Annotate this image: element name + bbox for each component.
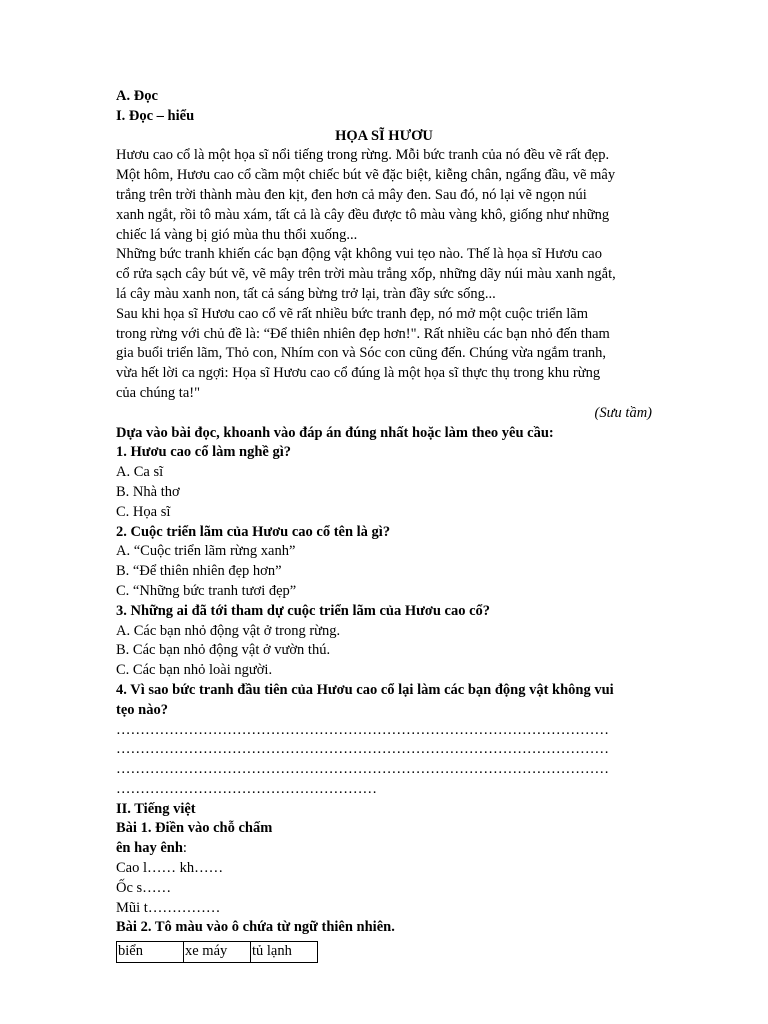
story-source: (Sưu tầm) xyxy=(594,404,652,421)
q1-option-b[interactable]: B. Nhà thơ xyxy=(116,483,180,500)
bai1-sub-label: ên hay ênh xyxy=(116,840,183,857)
q2-option-b[interactable]: B. “Để thiên nhiên đẹp hơn” xyxy=(116,563,282,580)
q3-option-c[interactable]: C. Các bạn nhỏ loài người. xyxy=(116,662,273,679)
story-line: Sau khi họa sĩ Hươu cao cổ vẽ rất nhiều bức tranh đẹp, nó mở một cuộc triển lãm xyxy=(116,305,588,322)
question-4-continued: tẹo nào? xyxy=(116,701,168,718)
section-ii-heading: II. Tiếng việt xyxy=(116,800,196,817)
fill-line-3[interactable]: Mũi t…………… xyxy=(116,899,221,916)
bai1-subtitle xyxy=(116,839,652,859)
word-cell[interactable]: biển xyxy=(117,942,184,963)
q3-option-b[interactable]: B. Các bạn nhỏ động vật ở vườn thú. xyxy=(116,642,331,659)
question-3: 3. Những ai đã tới tham dự cuộc triển lãm của Hươu cao cổ? xyxy=(116,602,491,619)
story-line: Hươu cao cổ là một họa sĩ nổi tiếng trong rừng. Mỗi bức tranh của nó đều vẽ rất đẹp. xyxy=(116,147,610,164)
word-cell[interactable]: xe máy xyxy=(184,942,251,963)
story-line: gia buổi triển lãm, Thỏ con, Nhím con và Sóc con cũng đến. Chúng vừa ngắm tranh, xyxy=(116,345,607,362)
story-paragraph-1 xyxy=(116,146,652,245)
story-line: chiếc lá vàng bị gió mùa thu thổi xuống... xyxy=(116,226,358,243)
story-line: Những bức tranh khiến các bạn động vật không vui tẹo nào. Thế là họa sĩ Hươu cao xyxy=(116,246,602,263)
story-line: của chúng ta!" xyxy=(116,384,201,401)
question-2: 2. Cuộc triển lãm của Hươu cao cổ tên là gì? xyxy=(116,523,391,540)
story-title: HỌA SĨ HƯƠU xyxy=(335,127,433,144)
story-line: lá cây màu xanh non, tất cả sáng bừng trở lại, tràn đầy sức sống... xyxy=(116,285,496,302)
q1-option-c[interactable]: C. Họa sĩ xyxy=(116,503,171,520)
story-line: xanh ngắt, rồi tô màu xám, tất cả là cây đều được tô màu vàng khô, giống như những xyxy=(116,206,610,223)
answer-line[interactable]: ………………………………………………………………………………………… xyxy=(116,741,609,758)
fill-line-2[interactable]: Ốc s…… xyxy=(116,879,172,896)
answer-line[interactable]: ………………………………………………………………………………………… xyxy=(116,721,609,738)
story-line: Một hôm, Hươu cao cổ cầm một chiếc bút vẽ đặc biệt, kiễng chân, ngẩng đầu, vẽ mây xyxy=(116,167,616,184)
bai1-sub-colon: : xyxy=(182,840,187,857)
q1-option-a[interactable]: A. Ca sĩ xyxy=(116,464,164,481)
answer-line[interactable]: ………………………………………………………………………………………… xyxy=(116,761,609,778)
q2-option-c[interactable]: C. “Những bức tranh tươi đẹp” xyxy=(116,582,297,599)
question-4: 4. Vì sao bức tranh đầu tiên của Hươu cao cổ lại làm các bạn động vật không vui xyxy=(116,681,614,698)
section-i-heading: I. Đọc – hiểu xyxy=(116,107,195,124)
q3-option-a[interactable]: A. Các bạn nhỏ động vật ở trong rừng. xyxy=(116,622,341,639)
word-table-row xyxy=(117,942,318,963)
story-paragraph-2 xyxy=(116,245,652,304)
story-line: trong rừng với chủ đề là: “Để thiên nhiên đẹp hơn!". Rất nhiều các bạn nhỏ đến tham xyxy=(116,325,610,342)
answer-line[interactable]: ……………………………………………… xyxy=(116,780,377,797)
story-line: trắng trên trời thành màu đen kịt, đen hơn cả mây đen. Sau đó, nó lại vẽ ngọn núi xyxy=(116,186,587,203)
worksheet-content xyxy=(116,87,652,963)
section-a-heading: A. Đọc xyxy=(116,88,158,104)
q2-option-a[interactable]: A. “Cuộc triển lãm rừng xanh” xyxy=(116,543,296,560)
word-cell[interactable]: tủ lạnh xyxy=(251,942,318,963)
question-1: 1. Hươu cao cổ làm nghề gì? xyxy=(116,444,292,461)
story-paragraph-3 xyxy=(116,305,652,404)
instruction-text: Dựa vào bài đọc, khoanh vào đáp án đúng nhất hoặc làm theo yêu cầu: xyxy=(116,424,554,441)
word-table xyxy=(116,941,318,963)
story-line: cổ rửa sạch cây bút vẽ, vẽ mây trên trời màu trắng xốp, những dãy núi màu xanh ngắt, xyxy=(116,266,616,283)
story-line: vừa hết lời ca ngợi: Họa sĩ Hươu cao cổ đúng là một họa sĩ thực thụ trong khu rừng xyxy=(116,365,601,382)
bai1-title: Bài 1. Điền vào chỗ chấm xyxy=(116,820,273,837)
fill-line-1[interactable]: Cao l…… kh…… xyxy=(116,860,224,877)
bai2-title: Bài 2. Tô màu vào ô chứa từ ngữ thiên nhiên. xyxy=(116,919,395,936)
